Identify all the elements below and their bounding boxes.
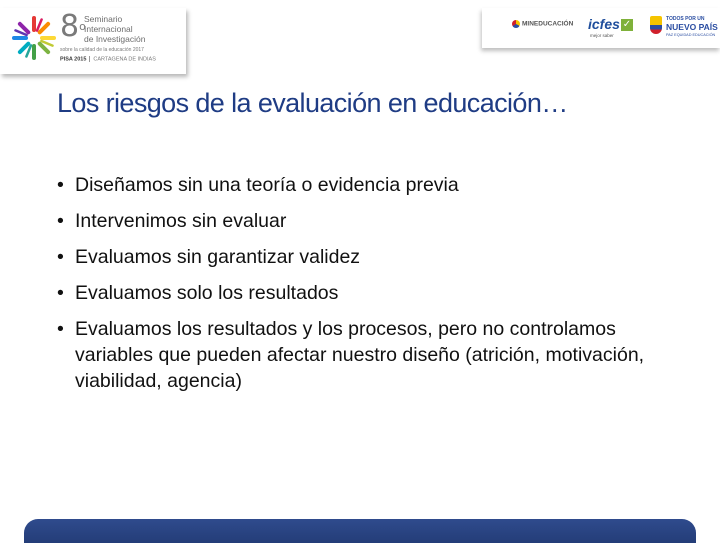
mineducacion-label: MINEDUCACIÓN (522, 20, 574, 28)
checkmark-icon: ✓ (622, 19, 632, 31)
bullet-item (57, 316, 657, 394)
bullet-item (57, 280, 657, 306)
bullet-item (57, 172, 657, 198)
colombia-seal-icon (512, 20, 520, 28)
seminar-title-line: Seminario (84, 14, 123, 24)
bullet-item (57, 244, 657, 270)
city-label: CARTAGENA DE INDIAS (93, 56, 156, 63)
seminar-title-line: de Investigación (84, 34, 146, 44)
bullet-text: Diseñamos sin una teoría o evidencia previa (75, 174, 459, 196)
footer-bar (24, 519, 696, 543)
pisa-row (60, 56, 156, 62)
pisa-label: PISA 2015 (60, 56, 87, 63)
bullet-text: Evaluamos solo los resultados (75, 282, 339, 304)
bullet-dot: • (57, 318, 64, 340)
bullet-dot: • (57, 174, 64, 196)
icfes-logo (588, 16, 633, 32)
pais-line1: TODOS POR UN (666, 16, 705, 22)
seminar-subtitle: sobre la calidad de la educación 2017 (60, 47, 144, 53)
bullet-dot: • (57, 210, 64, 232)
bullet-dot: • (57, 282, 64, 304)
colombia-shield-icon (650, 16, 662, 34)
bullet-text: Evaluamos sin garantizar validez (75, 246, 361, 268)
seminar-title (84, 14, 145, 44)
pais-line2: NUEVO PAÍS (666, 22, 718, 32)
mineducacion-logo (512, 20, 573, 28)
slide-title: Los riesgos de la evaluación en educación… (57, 88, 568, 118)
nuevo-pais-logo (650, 16, 718, 42)
seminar-title-line: Internacional (84, 24, 133, 34)
radial-burst-icon (10, 14, 58, 62)
seminar-number: 8$^o$ (60, 9, 86, 44)
bullet-text: Evaluamos los resultados y los procesos, pero no controlamos variables que pueden afectar nuestro diseño (atrición, motivación, viabilidad, agencia) (75, 318, 645, 392)
bullet-text: Intervenimos sin evaluar (75, 210, 287, 232)
bullet-dot: • (57, 246, 64, 268)
icfes-tagline: mejor saber (590, 33, 614, 38)
bullet-item (57, 208, 657, 234)
pais-line3: PAZ EQUIDAD EDUCACIÓN (666, 33, 716, 37)
bullet-list (57, 172, 657, 394)
icfes-label: icfes (588, 16, 620, 32)
